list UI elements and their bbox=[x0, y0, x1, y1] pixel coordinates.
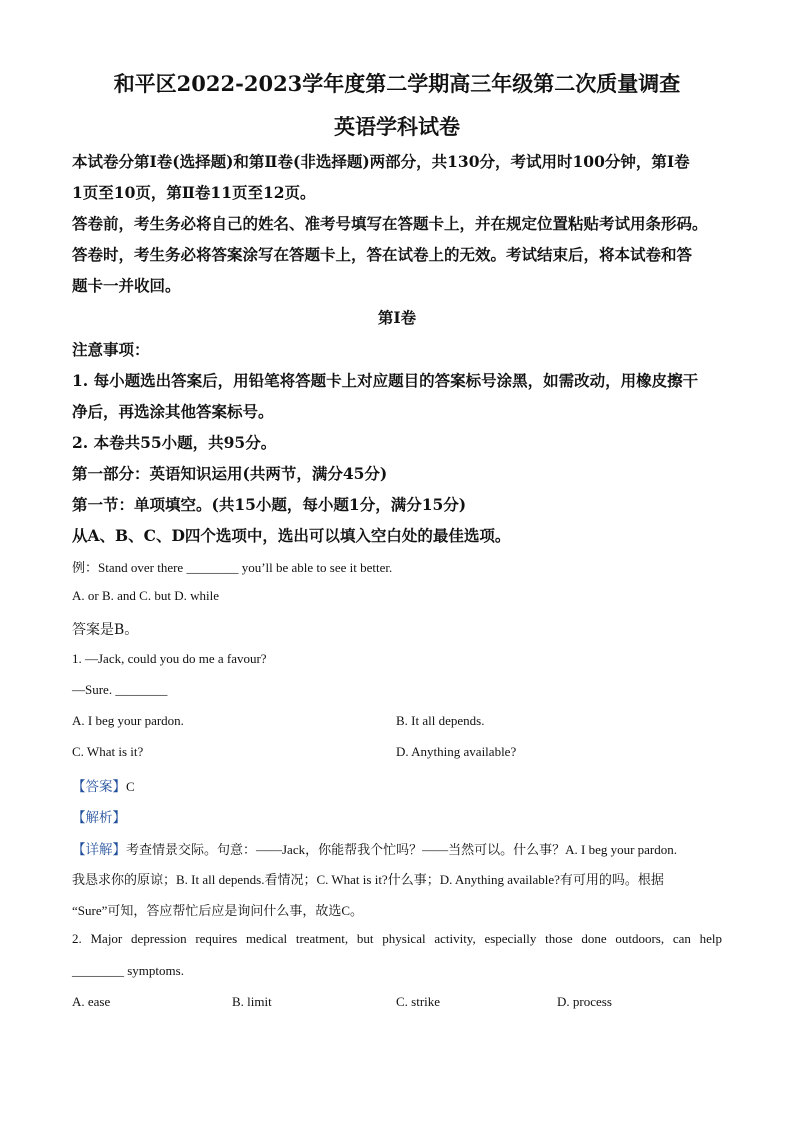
q1-detail-1: 考查情景交际。句意：——Jack，你能帮我个忙吗？——当然可以。什么事？A. I beg your pardon. bbox=[126, 842, 678, 857]
q1-option-a: A. I beg your pardon. bbox=[72, 713, 184, 728]
q1-option-c: C. What is it? bbox=[72, 744, 144, 759]
q1-answer-line bbox=[72, 775, 135, 795]
part-1-section-1: 第一节：单项填空。(共15小题，每小题1分，满分15分) bbox=[72, 495, 467, 514]
q1-detail-2: 我恳求你的原谅；B. It all depends.看情况；C. What is it?什么事；D. Anything available?有可用的吗。根据 bbox=[72, 872, 664, 887]
q1-stem-b: —Sure. ________ bbox=[72, 682, 168, 697]
q1-option-b: B. It all depends. bbox=[396, 713, 485, 728]
q1-stem-a: 1. —Jack, could you do me a favour? bbox=[72, 651, 267, 666]
q2-stem-b: ________ symptoms. bbox=[72, 963, 184, 978]
intro-line-5: 题卡一并收回。 bbox=[72, 276, 181, 295]
notice-1a: 1. 每小题选出答案后，用铅笔将答题卡上对应题目的答案标号涂黑，如需改动，用橡皮擦干 bbox=[72, 371, 699, 390]
q2-option-d: D. process bbox=[557, 994, 612, 1009]
q1-option-d: D. Anything available? bbox=[396, 744, 517, 759]
detail-tag: 【详解】 bbox=[72, 842, 126, 858]
exam-subtitle: 英语学科试卷 bbox=[334, 114, 460, 139]
q1-detail-3: “Sure”可知，答应帮忙后应是询问什么事，故选C。 bbox=[72, 903, 364, 918]
q2-option-b: B. limit bbox=[232, 994, 272, 1009]
notice-title: 注意事项： bbox=[72, 340, 150, 359]
intro-line-2: 1页至10页，第Ⅱ卷11页至12页。 bbox=[72, 183, 316, 202]
intro-line-1: 本试卷分第Ⅰ卷(选择题)和第Ⅱ卷(非选择题)两部分，共130分，考试用时100分钟，第Ⅰ卷 bbox=[72, 152, 690, 171]
q2-option-a: A. ease bbox=[72, 994, 111, 1009]
analysis-tag: 【解析】 bbox=[72, 810, 126, 826]
answer-tag: 【答案】 bbox=[72, 779, 126, 795]
q2-stem-a: 2. Major depression requires medical treatment, but physical activity, especially those done outdoors, can help bbox=[72, 931, 722, 946]
q1-detail-line-1 bbox=[72, 838, 677, 858]
notice-1b: 净后，再选涂其他答案标号。 bbox=[72, 402, 274, 421]
section-heading: 第Ⅰ卷 bbox=[377, 308, 417, 327]
example-stem: 例：Stand over there ________ you’ll be able to see it better. bbox=[72, 560, 393, 575]
exam-title: 和平区2022-2023学年度第二学期高三年级第二次质量调查 bbox=[113, 71, 681, 96]
example-answer: 答案是B。 bbox=[72, 622, 139, 638]
intro-line-4: 答卷时，考生务必将答案涂写在答题卡上，答在试卷上的无效。考试结束后，将本试卷和答 bbox=[72, 245, 693, 264]
part-1-heading: 第一部分：英语知识运用(共两节，满分45分) bbox=[72, 464, 388, 483]
instruction: 从A、B、C、D四个选项中，选出可以填入空白处的最佳选项。 bbox=[72, 526, 511, 545]
q2-option-c: C. strike bbox=[396, 994, 441, 1009]
example-options: A. or B. and C. but D. while bbox=[72, 588, 219, 603]
intro-line-3: 答卷前，考生务必将自己的姓名、准考号填写在答题卡上，并在规定位置粘贴考试用条形码。 bbox=[72, 214, 708, 233]
notice-2: 2. 本卷共55小题，共95分。 bbox=[72, 433, 277, 452]
q1-answer: C bbox=[126, 779, 135, 794]
